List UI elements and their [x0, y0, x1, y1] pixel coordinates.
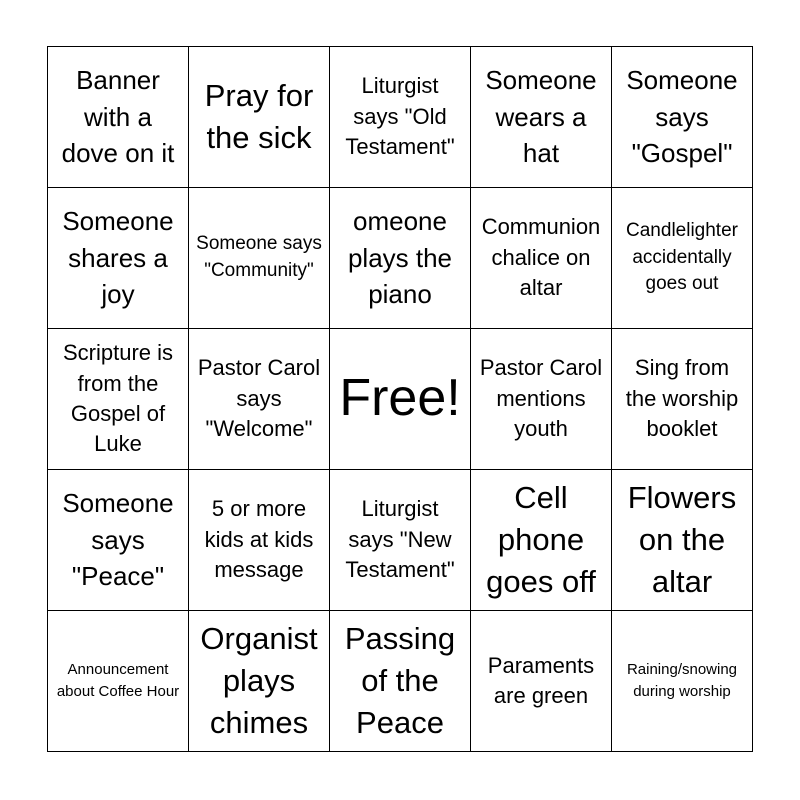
bingo-cell[interactable] — [612, 47, 753, 188]
cell-label: 5 or more kids at kids message — [204, 496, 314, 583]
cell-label: omeone plays the piano — [347, 206, 453, 310]
cell-label: Someone wears a hat — [485, 65, 597, 169]
bingo-cell[interactable] — [612, 329, 753, 470]
bingo-cell[interactable] — [471, 47, 612, 188]
cell-label: Liturgist says "Old Testament" — [345, 73, 455, 160]
bingo-board — [47, 46, 753, 752]
cell-label: Paraments are green — [487, 652, 595, 708]
bingo-cell[interactable] — [189, 470, 330, 611]
free-space-cell[interactable] — [330, 329, 471, 470]
cell-label: Someone shares a joy — [62, 206, 174, 310]
cell-label: Pray for the sick — [204, 78, 314, 155]
bingo-cell[interactable] — [48, 611, 189, 752]
bingo-cell[interactable] — [48, 470, 189, 611]
cell-label: Pastor Carol says "Welcome" — [197, 355, 321, 442]
bingo-cell[interactable] — [330, 611, 471, 752]
bingo-cell[interactable] — [471, 188, 612, 329]
bingo-cell[interactable] — [612, 470, 753, 611]
cell-label: Someone says "Peace" — [62, 488, 174, 592]
cell-label: Cell phone goes off — [486, 480, 596, 599]
bingo-cell[interactable] — [189, 329, 330, 470]
bingo-cell[interactable] — [189, 611, 330, 752]
bingo-cell[interactable] — [612, 611, 753, 752]
cell-label: Passing of the Peace — [344, 621, 456, 740]
cell-label: Banner with a dove on it — [61, 65, 175, 169]
cell-label: Announcement about Coffee Hour — [56, 661, 180, 700]
bingo-cell[interactable] — [612, 188, 753, 329]
cell-label: Candlelighter accidentally goes out — [626, 220, 738, 295]
cell-label: Pastor Carol mentions youth — [479, 355, 603, 442]
bingo-cell[interactable] — [189, 188, 330, 329]
cell-label: Someone says "Community" — [196, 233, 322, 281]
bingo-cell[interactable] — [48, 47, 189, 188]
cell-label: Sing from the worship booklet — [625, 355, 739, 442]
free-space-label: Free! — [339, 369, 461, 428]
cell-label: Scripture is from the Gospel of Luke — [62, 340, 174, 457]
cell-label: Flowers on the altar — [627, 480, 737, 599]
cell-label: Organist plays chimes — [200, 621, 318, 740]
cell-label: Raining/snowing during worship — [626, 661, 738, 700]
cell-label: Communion chalice on altar — [481, 214, 601, 301]
bingo-cell[interactable] — [471, 611, 612, 752]
bingo-cell[interactable] — [189, 47, 330, 188]
bingo-cell[interactable] — [48, 188, 189, 329]
bingo-cell[interactable] — [330, 47, 471, 188]
bingo-cell[interactable] — [330, 188, 471, 329]
bingo-cell[interactable] — [48, 329, 189, 470]
bingo-cell[interactable] — [471, 470, 612, 611]
bingo-cell[interactable] — [471, 329, 612, 470]
bingo-cell[interactable] — [330, 470, 471, 611]
cell-label: Liturgist says "New Testament" — [345, 496, 455, 583]
cell-label: Someone says "Gospel" — [626, 65, 738, 169]
